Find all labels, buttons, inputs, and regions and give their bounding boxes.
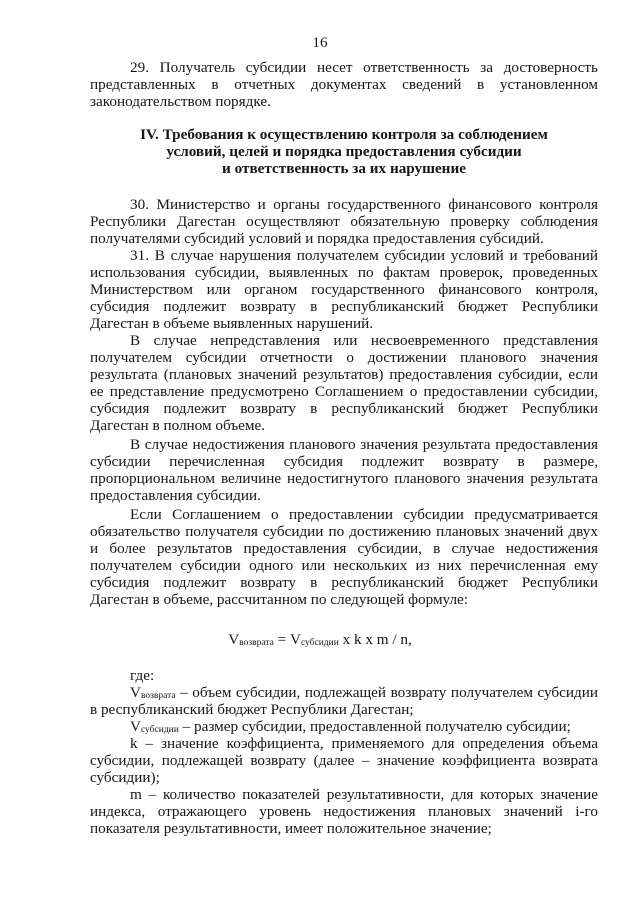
paragraph-nonsubmission [90, 332, 598, 434]
def-v: V [130, 684, 141, 701]
text-line: в республиканский бюджет Республики Дагестан; [90, 701, 414, 718]
paragraph-29 [90, 59, 598, 110]
text-line: показателя результативности, имеет положительное значение; [90, 820, 492, 837]
formula-eq: = [273, 631, 290, 648]
return-formula [0, 631, 640, 648]
def-text: – размер субсидии, предоставленной получателю субсидии; [178, 718, 571, 735]
definition-v-return [90, 684, 598, 701]
text-line: законодательством порядке. [90, 93, 271, 110]
paragraph-30 [90, 196, 598, 247]
text-line: субсидия подлежит возврату в республиканский бюджет Республики [90, 574, 598, 591]
def-v: V [130, 718, 141, 735]
section-heading [90, 126, 598, 177]
text-line: В случае непредставления или несвоевременного представления [130, 332, 598, 349]
text-line: Если Соглашением о предоставлении субсидии предусматривается [130, 506, 598, 523]
text-line: 30. Министерство и органы государственного финансового контроля [130, 196, 598, 213]
def-text: – объем субсидии, подлежащей возврату получателем субсидии [175, 684, 598, 701]
text-line: получателем субсидии отчетности о достижении планового значения [90, 349, 598, 366]
text-line: результата (плановых значений результатов) предоставления субсидии, если [90, 366, 598, 383]
paragraph-nonachievement [90, 436, 598, 504]
paragraph-agreement [90, 506, 598, 608]
text-line: индекса, отражающего уровень недостижения плановых значений i-го [90, 803, 598, 820]
text-line: субсидия подлежит возврату в республиканский бюджет Республики [90, 298, 598, 315]
text-line: Дагестан в объеме выявленных нарушений. [90, 315, 374, 332]
paragraph-31 [90, 247, 598, 332]
text-line: пропорциональном величине недостигнутого планового значения результата [90, 470, 598, 487]
text-line: получателями субсидий условий и порядка предоставления субсидий. [90, 230, 544, 247]
text-line: 31. В случае нарушения получателем субсидии условий и требований [130, 247, 598, 264]
def-sub: возврата [140, 691, 176, 701]
def-sub: субсидии [140, 725, 179, 735]
text-line: использования субсидии, выявленных по фактам проверок, проведенных [90, 264, 598, 281]
page-number: 16 [312, 34, 328, 51]
text-line: Дагестан в объеме, рассчитанном по следующей формуле: [90, 591, 469, 608]
where-label: где: [130, 667, 155, 684]
text-line: и более результатов предоставления субсидии, в случае недостижения [90, 540, 598, 557]
text-line: 29. Получатель субсидии несет ответственность за достоверность [130, 59, 598, 76]
text-line: субсидии перечисленная субсидия подлежит возврату в размере, [90, 453, 598, 470]
formula-v2: V [289, 631, 301, 648]
text-line: субсидии, подлежащей возврату (далее – значение коэффициента возврата [90, 752, 598, 769]
text-line: Республики Дагестан осуществляют обязательную проверку соблюдения [90, 213, 598, 230]
text-line: Дагестан в полном объеме. [90, 417, 266, 434]
formula-sub-subsidy: субсидии [300, 638, 339, 648]
formula-sub-return: возврата [239, 638, 274, 648]
text-line: субсидия подлежит возврату в республиканский бюджет Республики [90, 400, 598, 417]
text-line: В случае недостижения планового значения результата предоставления [130, 436, 598, 453]
text-line: получателем субсидии одного или нескольких из них перечисленная ему [90, 557, 598, 574]
definition-k: k – значение коэффициента, применяемого для определения объема [130, 735, 598, 752]
definition-v-subsidy [90, 718, 598, 735]
definition-m: m – количество показателей результативности, для которых значение [130, 786, 598, 803]
formula-rest: x k x m / n, [338, 631, 412, 648]
text-line: представленных в отчетных документах сведений в установленном [90, 76, 598, 93]
text-line: ее представление предусмотрено Соглашением о предоставлении субсидии, [90, 383, 598, 400]
text-line: субсидии); [90, 769, 160, 786]
text-line: обязательство получателя субсидии по достижению плановых значений двух [90, 523, 598, 540]
heading-line: и ответственность за их нарушение [222, 160, 466, 177]
text-line: предоставления субсидии. [90, 487, 261, 504]
heading-line: IV. Требования к осуществлению контроля за соблюдением [140, 126, 548, 143]
definitions [90, 667, 598, 837]
heading-line: условий, целей и порядка предоставления субсидии [166, 143, 522, 160]
text-line: Министерством или органом государственного финансового контроля, [90, 281, 598, 298]
formula-v: V [228, 631, 240, 648]
